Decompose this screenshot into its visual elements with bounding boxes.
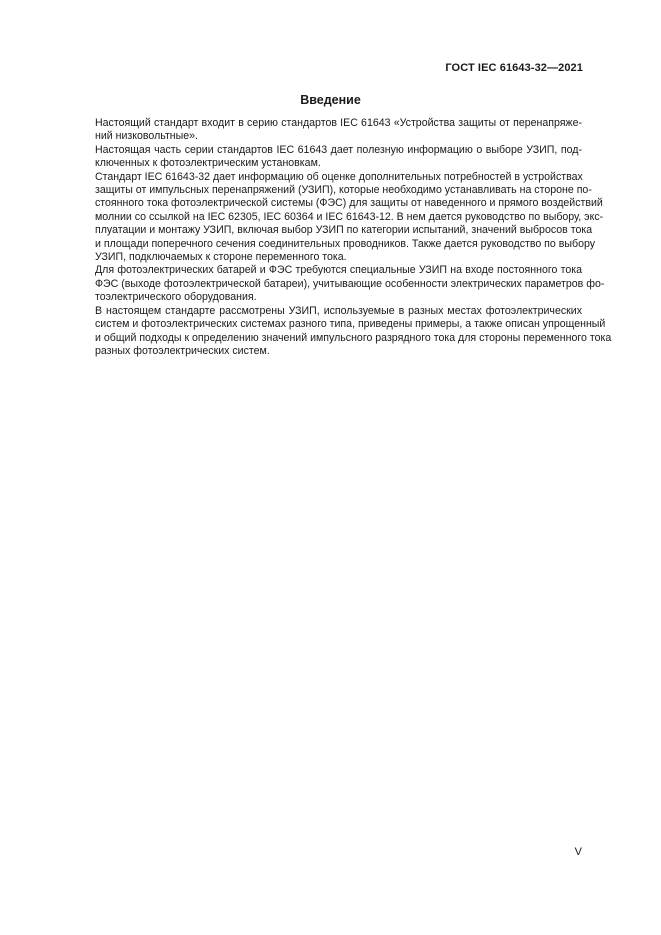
paragraph-line: и площади поперечного сечения соединительных проводников. Также дается руководство по выбору bbox=[95, 237, 596, 250]
paragraph-line: Настоящий стандарт входит в серию стандартов IEC 61643 «Устройства защиты от перенапряже- bbox=[95, 117, 582, 129]
section-title: Введение bbox=[300, 93, 361, 107]
paragraph bbox=[74, 170, 604, 265]
paragraph bbox=[74, 144, 582, 171]
paragraph-line: ний низковольтные». bbox=[95, 130, 198, 143]
paragraph-line: ключенных к фотоэлектрическим установкам. bbox=[95, 157, 321, 170]
paragraph-line: плуатации и монтажу УЗИП, включая выбор УЗИП по категории испытаний, значений выбросов тока bbox=[95, 224, 593, 237]
paragraph-line: В настоящем стандарте рассмотрены УЗИП, используемые в разных местах фотоэлектрических bbox=[95, 304, 582, 317]
paragraph bbox=[74, 117, 582, 144]
paragraph-line: тоэлектрического оборудования. bbox=[95, 291, 257, 304]
paragraph-line: и общий подходы к определению значений импульсного разрядного тока для стороны переменного тока bbox=[95, 331, 612, 344]
page-header-standard-code: ГОСТ IEC 61643-32—2021 bbox=[445, 62, 583, 74]
paragraph-line: стоянного тока фотоэлектрической системы (ФЭС) для защиты от наведенного и прямого воздействий bbox=[95, 197, 603, 210]
paragraph-line: ФЭС (выходе фотоэлектрической батареи), учитывающие особенности электрических параметров фо- bbox=[95, 277, 605, 290]
paragraph-line: молнии со ссылкой на IEC 62305, IEC 60364 и IEC 61643-12. В нем дается руководство по выбору, экс- bbox=[95, 210, 604, 223]
paragraph-line: систем и фотоэлектрических системах разного типа, приведены примеры, а также описан упрощенный bbox=[95, 318, 606, 331]
paragraph-line: Стандарт IEC 61643-32 дает информацию об оценке дополнительных потребностей в устройствах bbox=[95, 170, 583, 183]
paragraph-line: защиты от импульсных перенапряжений (УЗИП), которые необходимо устанавливать на стороне по- bbox=[95, 184, 592, 197]
paragraph-line: разных фотоэлектрических систем. bbox=[95, 344, 270, 357]
paragraph-line: Настоящая часть серии стандартов IEC 61643 дает полезную информацию о выборе УЗИП, под- bbox=[95, 143, 582, 156]
paragraph-line: Для фотоэлектрических батарей и ФЭС требуются специальные УЗИП на входе постоянного тока bbox=[95, 264, 582, 277]
paragraph bbox=[74, 264, 605, 304]
page-number: V bbox=[574, 846, 582, 858]
paragraph bbox=[74, 304, 612, 359]
introduction-body bbox=[74, 117, 612, 358]
paragraph-line: УЗИП, подключаемых к стороне переменного тока. bbox=[95, 251, 347, 264]
